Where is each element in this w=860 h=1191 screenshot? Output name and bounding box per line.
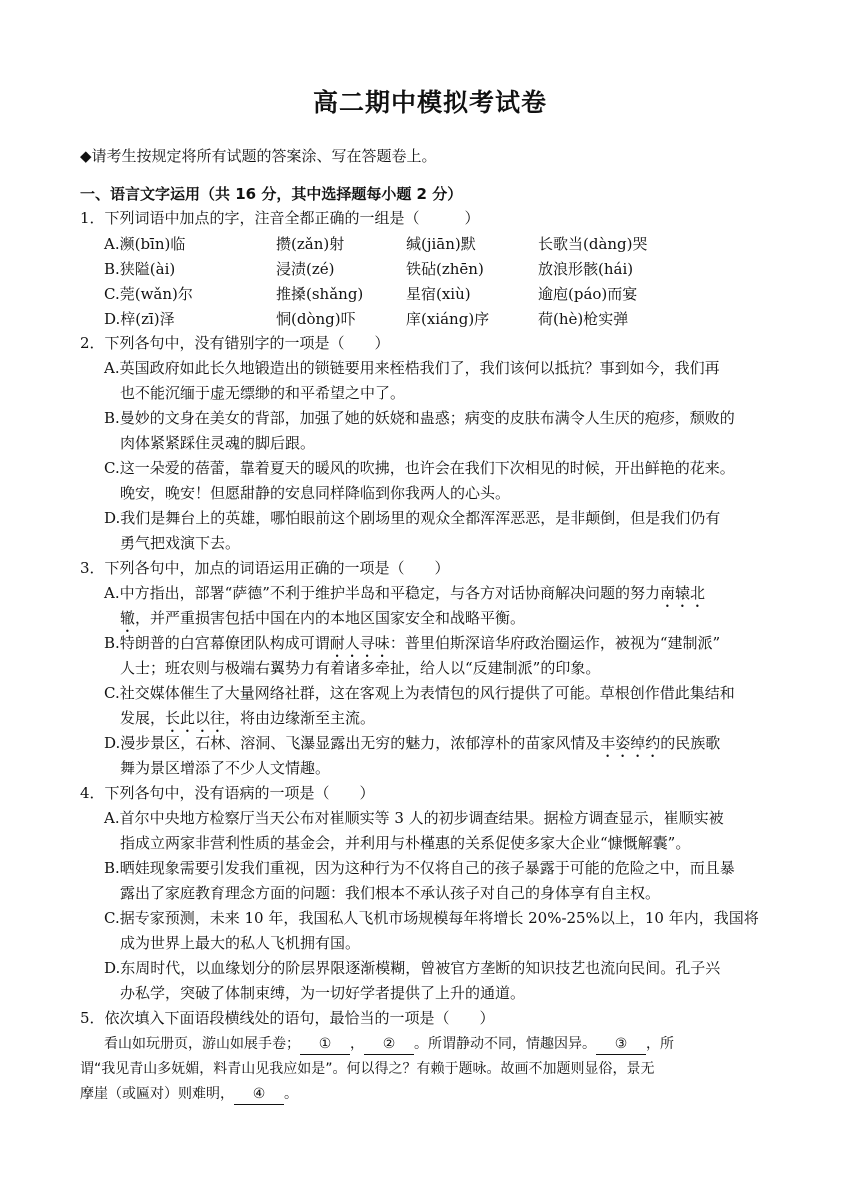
q5-passage-text: 。所谓静动不同，情趣因异。 bbox=[414, 1036, 596, 1052]
q3-d-dotted-word: 丰姿绰约 bbox=[600, 734, 661, 752]
section-heading: 一、语言文字运用（共 16 分，其中选择题每小题 2 分） bbox=[80, 185, 463, 203]
q3-d-text: D.漫步景区，石林、溶洞、飞瀑显露出无穷的魅力，浓郁淳朴的苗家风情及 bbox=[104, 734, 601, 752]
q4-option-c-line2: 成为世界上最大的私人飞机拥有国。 bbox=[120, 934, 361, 952]
q3-option-c-line1: C.社交媒体催生了大量网络社群，这在客观上为表情包的风行提供了可能。草根创作借此集结和 bbox=[104, 684, 735, 702]
q3-option-d-line1 bbox=[104, 733, 720, 761]
q1-option-d-4: 荷(hè)枪实弹 bbox=[538, 310, 629, 328]
q1-option-c-1: C.莞(wǎn)尔 bbox=[104, 285, 193, 303]
q2-option-c-line2: 晚安，晚安！但愿甜静的安息同样降临到你我两人的心头。 bbox=[120, 484, 511, 502]
q2-option-c-line1: C.这一朵爱的蓓蕾，靠着夏天的暖风的吹拂，也许会在我们下次相见的时候，开出鲜艳的花来。 bbox=[104, 459, 735, 477]
question-5-stem: 5．依次填入下面语段横线处的语句，最恰当的一项是（ ） bbox=[80, 1009, 495, 1027]
q3-option-c-line2 bbox=[120, 708, 375, 736]
q3-c-text-end: ，将由边缘渐至主流。 bbox=[225, 709, 376, 727]
q4-option-d-line1: D.东周时代，以血缘划分的阶层界限逐渐模糊，曾被官方垄断的知识技艺也流向民间。孔子兴 bbox=[104, 959, 721, 977]
q2-option-a-line2: 也不能沉缅于虚无缥缈的和平希望之中了。 bbox=[120, 384, 406, 402]
q4-option-a-line2: 指成立两家非营利性质的基金会，并利用与朴槿惠的关系促使多家大企业“慷慨解囊”。 bbox=[120, 834, 691, 852]
q3-option-b-line2: 人士；班农则与极端右翼势力有着诸多牵扯，给人以“反建制派”的印象。 bbox=[120, 659, 601, 677]
q3-d-text-end: 的民族歌 bbox=[660, 734, 721, 752]
q3-b-dotted-word: 耐人寻味 bbox=[329, 634, 390, 652]
q1-option-b-2: 浸渍(zé) bbox=[276, 260, 335, 278]
q1-option-a-4: 长歌当(dàng)哭 bbox=[538, 235, 648, 253]
q1-option-d-2: 恫(dòng)吓 bbox=[276, 310, 356, 328]
q3-option-a-line1 bbox=[104, 583, 705, 611]
q4-option-c-line1: C.据专家预测，未来 10 年，我国私人飞机市场规模每年将增长 20%-25%以上，10 年内，我国将 bbox=[104, 909, 759, 927]
q5-passage-text: ， bbox=[350, 1036, 364, 1052]
q1-option-a-1: A.濒(bīn)临 bbox=[104, 235, 186, 253]
q1-option-a-2: 攒(zǎn)射 bbox=[276, 235, 345, 253]
q3-b-text: B.特朗普的白宫幕僚团队构成可谓 bbox=[104, 634, 330, 652]
q5-blank-1: ① bbox=[300, 1034, 350, 1055]
q1-option-c-2: 推搡(shǎng) bbox=[276, 285, 364, 303]
q3-c-text: 发展， bbox=[120, 709, 166, 727]
q4-option-a-line1: A.首尔中央地方检察厅当天公布对崔顺实等 3 人的初步调查结果。据检方调查显示，崔顺实被 bbox=[104, 809, 724, 827]
question-4-stem: 4．下列各句中，没有语病的一项是（ ） bbox=[80, 784, 375, 802]
q1-option-b-4: 放浪形骸(hái) bbox=[538, 260, 634, 278]
q3-b-text-end: ：普里伯斯深谙华府政治圈运作，被视为“建制派” bbox=[389, 634, 721, 652]
q5-blank-2: ② bbox=[364, 1034, 414, 1055]
q1-option-d-3: 庠(xiáng)序 bbox=[406, 310, 490, 328]
q5-passage-text: 摩崖（或匾对）则难明， bbox=[80, 1086, 234, 1102]
q3-option-d-line2: 舞为景区增添了不少人文情趣。 bbox=[120, 759, 331, 777]
q3-a-text: A.中方指出，部署“萨德”不利于维护半岛和平稳定，与各方对话协商解决问题的努力 bbox=[104, 584, 660, 602]
q5-passage-line1 bbox=[104, 1034, 674, 1055]
q1-option-b-1: B.狭隘(ài) bbox=[104, 260, 176, 278]
q2-option-b-line1: B.曼妙的文身在美女的背部，加强了她的妖娆和蛊惑；病变的皮肤布满令人生厌的疱疹，颓败的 bbox=[104, 409, 735, 427]
exam-notice: ◆请考生按规定将所有试题的答案涂、写在答题卷上。 bbox=[80, 147, 437, 165]
q4-option-b-line1: B.晒娃现象需要引发我们重视，因为这种行为不仅将自己的孩子暴露于可能的危险之中，而且暴 bbox=[104, 859, 735, 877]
q2-option-b-line2: 肉体紧紧踩住灵魂的脚后跟。 bbox=[120, 434, 316, 452]
q5-passage-line2: 谓“我见青山多妩媚，料青山见我应如是”。何以得之？有赖于题咏。故画不加题则显俗，景无 bbox=[80, 1061, 655, 1077]
q3-a-text-end: ，并严重损害包括中国在内的本地区国家安全和战略平衡。 bbox=[135, 609, 526, 627]
q5-passage-text: 看山如玩册页，游山如展手卷； bbox=[104, 1036, 300, 1052]
q3-option-a-line2 bbox=[120, 608, 525, 636]
q1-option-b-3: 铁砧(zhēn) bbox=[406, 260, 484, 278]
q5-blank-3: ③ bbox=[596, 1034, 646, 1055]
q2-option-a-line1: A.英国政府如此长久地锻造出的锁链要用来桎梏我们了，我们该何以抵抗？事到如今，我们再 bbox=[104, 359, 720, 377]
q1-option-c-3: 星宿(xiù) bbox=[406, 285, 471, 303]
q3-c-dotted-word: 长此以往 bbox=[165, 709, 226, 727]
q4-option-b-line2: 露出了家庭教育理念方面的问题：我们根本不承认孩子对自己的身体享有自主权。 bbox=[120, 884, 661, 902]
q1-option-c-4: 逾庖(páo)而宴 bbox=[538, 285, 638, 303]
q1-option-d-1: D.梓(zī)泽 bbox=[104, 310, 175, 328]
q5-passage-line3 bbox=[80, 1084, 298, 1105]
page-title: 高二期中模拟考试卷 bbox=[312, 88, 547, 117]
q2-option-d-line1: D.我们是舞台上的英雄，哪怕眼前这个剧场里的观众全都浑浑恶恶，是非颠倒，但是我们仍有 bbox=[104, 509, 721, 527]
q1-option-a-3: 缄(jiān)默 bbox=[406, 235, 476, 253]
question-2-stem: 2．下列各句中，没有错别字的一项是（ ） bbox=[80, 334, 390, 352]
q5-passage-text: 。 bbox=[284, 1086, 298, 1102]
q4-option-d-line2: 办私学，突破了体制束缚，为一切好学者提供了上升的通道。 bbox=[120, 984, 526, 1002]
question-3-stem: 3．下列各句中，加点的词语运用正确的一项是（ ） bbox=[80, 559, 450, 577]
q5-passage-text: ，所 bbox=[646, 1036, 674, 1052]
q3-option-b-line1 bbox=[104, 633, 720, 661]
q5-blank-4: ④ bbox=[234, 1084, 284, 1105]
q2-option-d-line2: 勇气把戏演下去。 bbox=[120, 534, 241, 552]
q3-a-dotted-word-end: 辙 bbox=[120, 609, 136, 627]
question-1-stem: 1．下列词语中加点的字，注音全都正确的一组是（ ） bbox=[80, 209, 480, 227]
q3-a-dotted-word: 南辕北 bbox=[659, 584, 705, 602]
